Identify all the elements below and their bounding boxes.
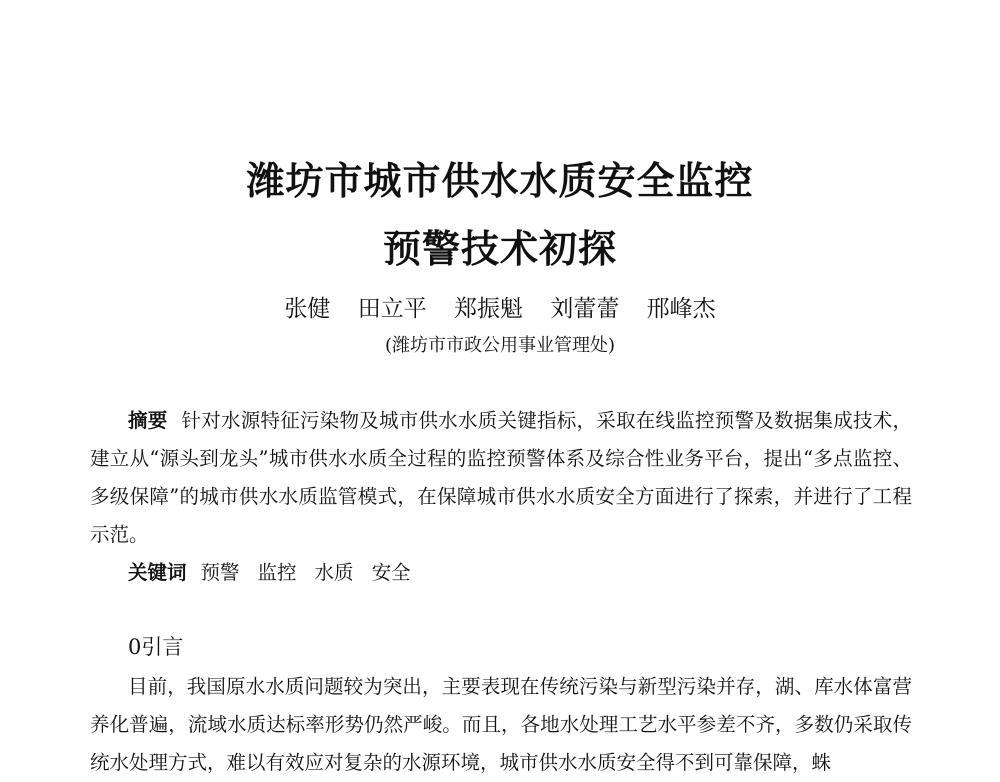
keyword: 预警 <box>200 561 240 584</box>
author-list <box>0 294 1000 324</box>
author-name: 邢峰杰 <box>646 296 716 322</box>
keywords-line <box>90 554 912 592</box>
author-name: 张健 <box>284 296 331 322</box>
author-name: 刘蕾蕾 <box>550 296 620 322</box>
author-name: 田立平 <box>357 296 427 322</box>
introduction-paragraph: 目前，我国原水水质问题较为突出，主要表现在传统污染与新型污染并存，湖、库水体富营养化普遍，流域水质达标率形势仍然严峻。而且，各地水处理工艺水平参差不齐，多数仍采取传统水处理方式，难以有效应对复杂的水源环境，城市供水水质安全得不到可靠保障，蛛 <box>90 675 912 774</box>
section-heading-introduction: 0引言 <box>128 635 184 659</box>
paper-title-line-2: 预警技术初探 <box>382 226 617 271</box>
keyword: 监控 <box>257 561 297 584</box>
keywords-label: 关键词 <box>128 561 187 584</box>
author-affiliation: (潍坊市市政公用事业管理处) <box>384 335 616 356</box>
paper-title-line-1: 潍坊市城市供水水质安全监控 <box>246 158 754 203</box>
abstract-paragraph <box>90 402 912 554</box>
keyword: 安全 <box>371 561 411 584</box>
keyword: 水质 <box>314 561 354 584</box>
abstract-text: 针对水源特征污染物及城市供水水质关键指标，采取在线监控预警及数据集成技术，建立从“源头到龙头”城市供水水质全过程的监控预警体系及综合性业务平台，提出“多点监控、多级保障”的城市供水水质监管模式，在保障城市供水水质安全方面进行了探索，并进行了工程示范。 <box>90 409 912 546</box>
abstract-label: 摘要 <box>128 409 168 432</box>
author-name: 郑振魁 <box>454 296 523 322</box>
